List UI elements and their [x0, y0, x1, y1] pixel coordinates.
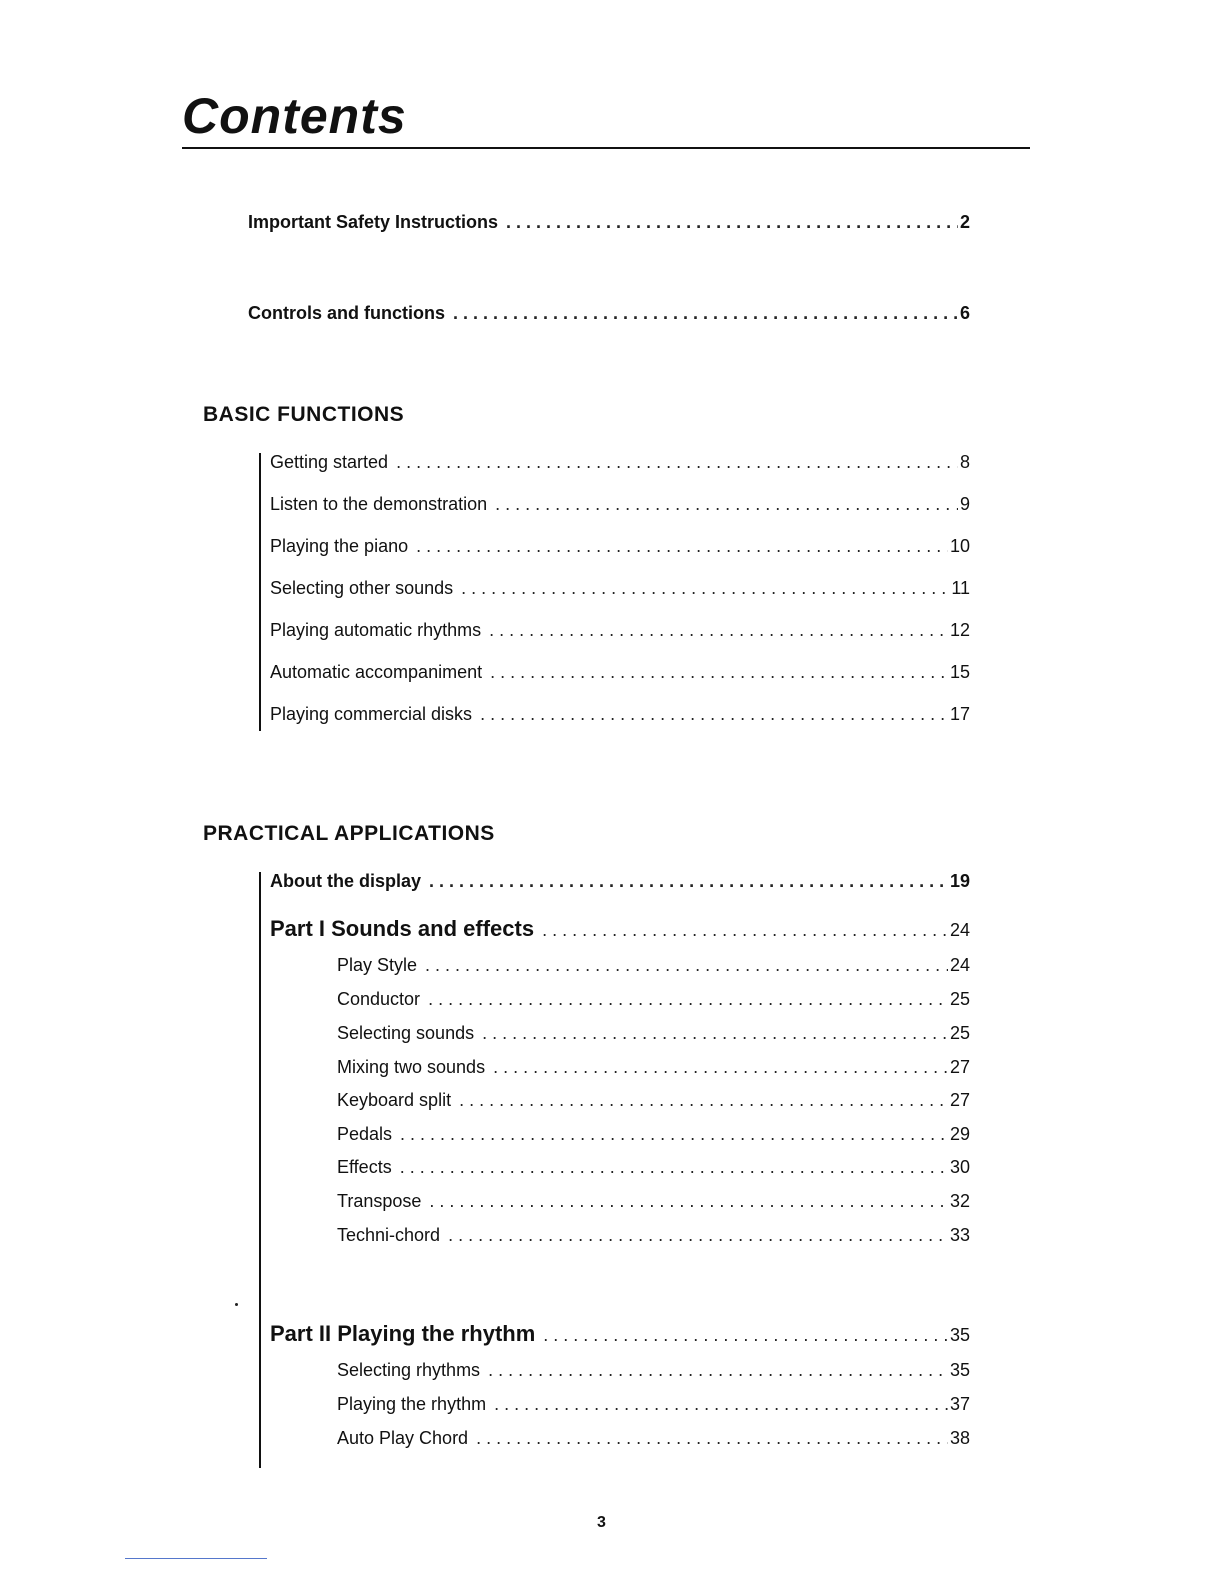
leader-dots: [429, 1189, 948, 1213]
toc-entry[interactable]: [270, 534, 970, 558]
toc-entry-safety[interactable]: [248, 210, 970, 234]
section-heading-basic: BASIC FUNCTIONS: [203, 403, 405, 426]
toc-entry-label: Important Safety Instructions: [248, 212, 499, 232]
toc-entry-page: 11: [951, 578, 970, 598]
section-heading-practical: PRACTICAL APPLICATIONS: [203, 822, 495, 845]
toc-subentry[interactable]: [337, 953, 970, 977]
leader-dots: [480, 702, 948, 726]
toc-subentry-label: Mixing two sounds: [337, 1057, 486, 1077]
leader-dots: [482, 1021, 948, 1045]
leader-dots: [400, 1155, 948, 1179]
leader-dots: [425, 953, 948, 977]
leader-dots: [490, 660, 948, 684]
section-bar-practical: [259, 872, 261, 1468]
leader-dots: [493, 1055, 948, 1079]
toc-part-2[interactable]: [270, 1320, 970, 1349]
toc-subentry-page: 32: [949, 1191, 970, 1211]
toc-subentry-label: Auto Play Chord: [337, 1428, 469, 1448]
toc-subentry[interactable]: [337, 1122, 970, 1146]
toc-entry-page: 6: [959, 303, 970, 323]
leader-dots: [461, 576, 949, 600]
print-speck: [235, 1303, 238, 1306]
toc-subentry-page: 35: [949, 1360, 970, 1380]
leader-dots: [495, 492, 958, 516]
toc-subentry-page: 29: [949, 1124, 970, 1144]
toc-subentry-label: Play Style: [337, 955, 418, 975]
leader-dots: [453, 301, 958, 325]
leader-dots: [400, 1122, 948, 1146]
toc-subentry-page: 30: [949, 1157, 970, 1177]
toc-entry-page: 10: [949, 536, 970, 556]
toc-entry-page: 17: [949, 704, 970, 724]
leader-dots: [429, 869, 948, 893]
toc-subentry-page: 27: [949, 1057, 970, 1077]
toc-entry[interactable]: [270, 492, 970, 516]
toc-part-label: Part II Playing the rhythm: [270, 1321, 536, 1346]
toc-subentry[interactable]: [337, 1223, 970, 1247]
toc-part-label: Part I Sounds and effects: [270, 916, 535, 941]
toc-entry-page: 12: [949, 620, 970, 640]
toc-entry-label: Playing commercial disks: [270, 704, 473, 724]
toc-entry-controls[interactable]: [248, 301, 970, 325]
toc-entry[interactable]: [270, 618, 970, 642]
toc-subentry-label: Transpose: [337, 1191, 422, 1211]
section-bar-basic: [259, 453, 261, 731]
toc-entry-label: Playing the piano: [270, 536, 409, 556]
toc-entry-about-display[interactable]: [270, 869, 970, 893]
toc-subentry-label: Conductor: [337, 989, 421, 1009]
title-rule: [182, 147, 1030, 149]
leader-dots: [448, 1223, 948, 1247]
toc-entry-label: Automatic accompaniment: [270, 662, 483, 682]
toc-subentry-page: 24: [949, 955, 970, 975]
leader-dots: [459, 1088, 948, 1112]
toc-part-page: 35: [949, 1325, 970, 1345]
toc-subentry[interactable]: [337, 1426, 970, 1450]
leader-dots: [416, 534, 948, 558]
toc-entry-label: Controls and functions: [248, 303, 445, 323]
page-title: Contents: [182, 88, 407, 144]
toc-entry-page: 8: [959, 452, 970, 472]
toc-entry[interactable]: [270, 576, 970, 600]
toc-subentry[interactable]: [337, 1392, 970, 1416]
toc-subentry-label: Selecting sounds: [337, 1023, 475, 1043]
toc-entry-page: 19: [949, 871, 970, 891]
leader-dots: [542, 916, 948, 944]
toc-subentry-label: Selecting rhythms: [337, 1360, 481, 1380]
toc-entry-page: 2: [959, 212, 970, 232]
toc-subentry-label: Keyboard split: [337, 1090, 452, 1110]
toc-entry-label: Selecting other sounds: [270, 578, 454, 598]
toc-subentry-label: Techni-chord: [337, 1225, 441, 1245]
toc-subentry-page: 33: [949, 1225, 970, 1245]
toc-subentry-page: 37: [949, 1394, 970, 1414]
toc-subentry[interactable]: [337, 1189, 970, 1213]
footer-rule: [125, 1558, 267, 1559]
leader-dots: [489, 618, 948, 642]
toc-subentry-page: 25: [949, 989, 970, 1009]
leader-dots: [396, 450, 958, 474]
leader-dots: [494, 1392, 948, 1416]
leader-dots: [488, 1358, 948, 1382]
toc-entry-page: 15: [949, 662, 970, 682]
leader-dots: [428, 987, 948, 1011]
toc-subentry[interactable]: [337, 987, 970, 1011]
page-number: 3: [597, 1514, 606, 1531]
toc-entry-label: Playing automatic rhythms: [270, 620, 482, 640]
leader-dots: [476, 1426, 948, 1450]
leader-dots: [506, 210, 958, 234]
toc-entry-label: About the display: [270, 871, 422, 891]
toc-subentry-page: 27: [949, 1090, 970, 1110]
toc-subentry-page: 25: [949, 1023, 970, 1043]
toc-entry-label: Getting started: [270, 452, 389, 472]
leader-dots: [543, 1321, 948, 1349]
toc-subentry-label: Pedals: [337, 1124, 393, 1144]
toc-entry-label: Listen to the demonstration: [270, 494, 488, 514]
toc-subentry[interactable]: [337, 1055, 970, 1079]
toc-entry-page: 9: [959, 494, 970, 514]
toc-subentry-label: Effects: [337, 1157, 392, 1177]
toc-subentry[interactable]: [337, 1358, 970, 1382]
toc-subentry[interactable]: [337, 1155, 970, 1179]
toc-subentry[interactable]: [337, 1021, 970, 1045]
toc-entry[interactable]: [270, 450, 970, 474]
toc-part-page: 24: [949, 920, 970, 940]
toc-subentry-label: Playing the rhythm: [337, 1394, 487, 1414]
toc-entry[interactable]: [270, 660, 970, 684]
toc-subentry[interactable]: [337, 1088, 970, 1112]
toc-subentry-page: 38: [949, 1428, 970, 1448]
toc-entry[interactable]: [270, 702, 970, 726]
toc-part-1[interactable]: [270, 915, 970, 944]
